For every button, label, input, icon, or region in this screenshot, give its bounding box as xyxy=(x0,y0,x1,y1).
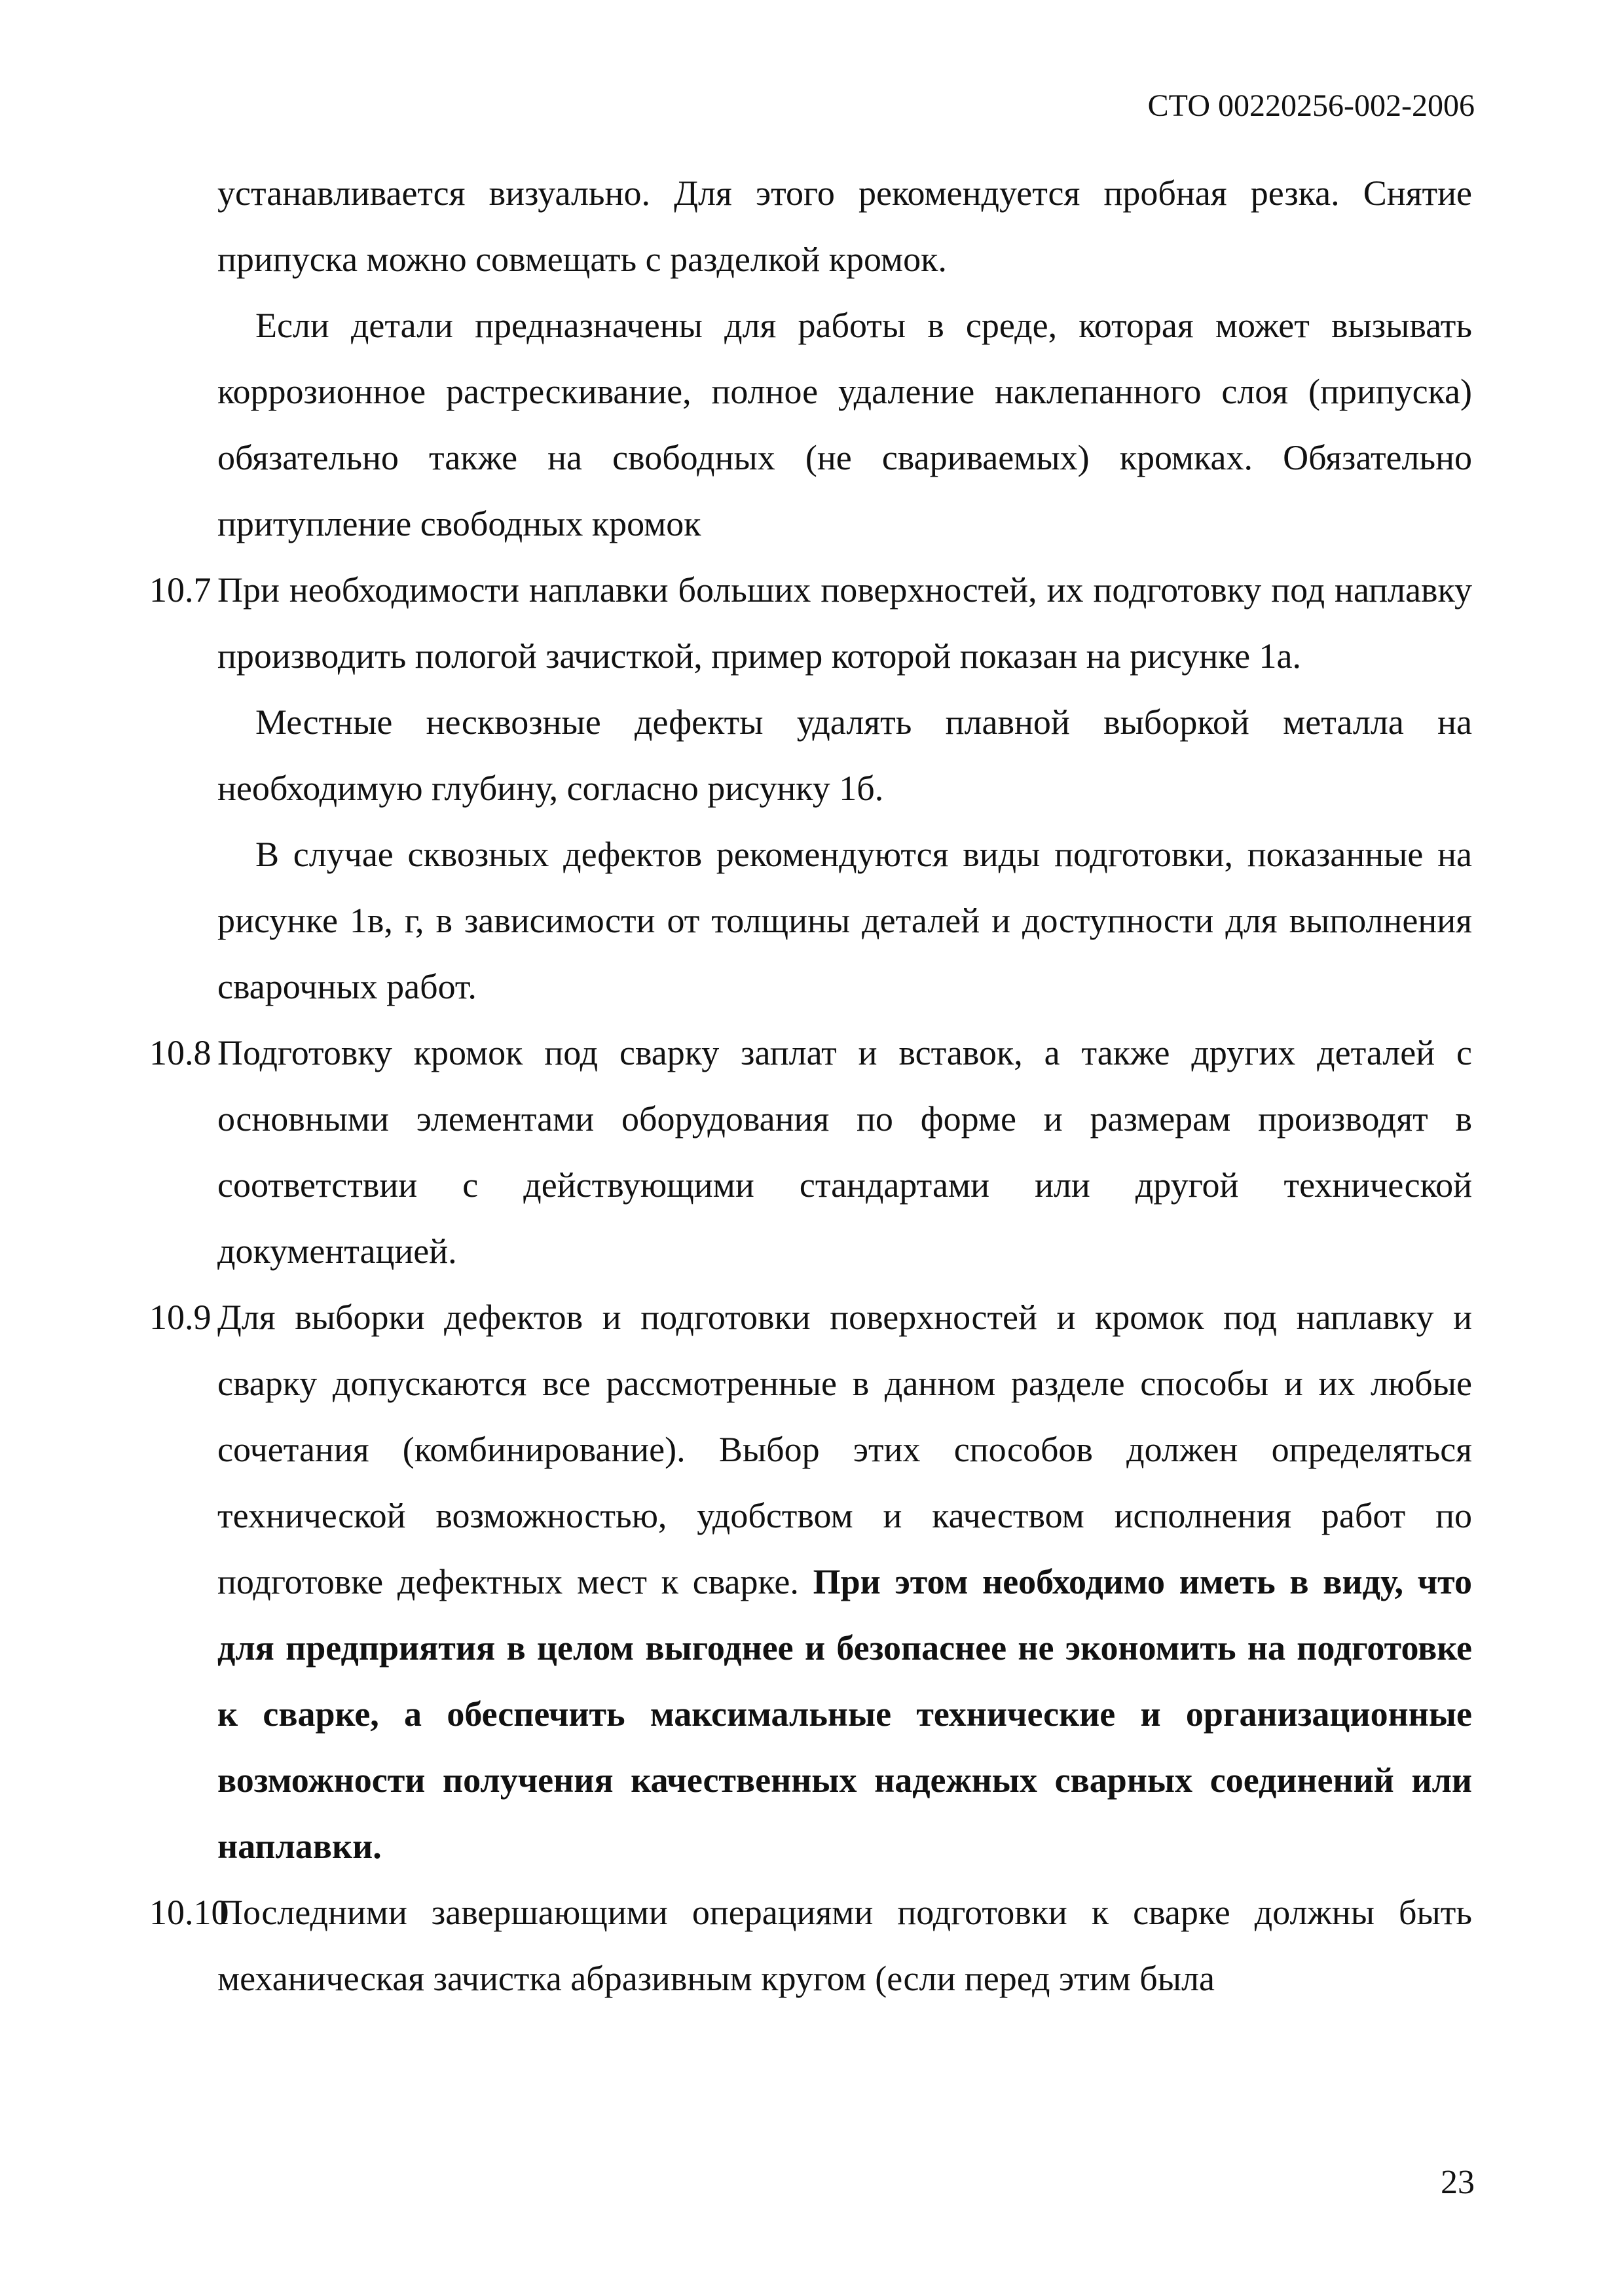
clause-text: Для выборки дефектов и подготовки поверхностей и кромок под наплавку и сварку допускаются все рассмотренные в данном разделе способы и их любые сочетания (комбинирование). Выбор этих способов должен определяться технической возможностью, удобством и качеством исполнения работ по подготовке дефектных мест к сварке. xyxy=(217,1298,1472,1601)
paragraph-local-defects: Местные несквозные дефекты удалять плавной выборкой металла на необходимую глубину, согласно рисунку 1б. xyxy=(217,702,1472,808)
clause-text: Последними завершающими операциями подготовки к сварке должны быть механическая зачистка абразивным кругом (если перед этим была xyxy=(217,1893,1472,1998)
paragraph-corrosion: Если детали предназначены для работы в среде, которая может вызывать коррозионное растрескивание, полное удаление наклепанного слоя (припуска) обязательно также на свободных (не свариваемых) кромках. Обязательно притупление свободных кромок xyxy=(217,306,1472,543)
clause-10-9 xyxy=(149,1285,1472,1880)
clause-number: 10.9 xyxy=(149,1298,212,1337)
clause-10-7 xyxy=(149,557,1472,689)
clause-bold-text: При этом необходимо иметь в виду, что для предприятия в целом выгоднее и безопаснее не экономить на подготовке к сварке, а обеспечить максимальные технические и организационные возможности получения качественных надежных сварных соединений или наплавки. xyxy=(217,1562,1472,1866)
clause-text: При необходимости наплавки больших поверхностей, их подготовку под наплавку производить пологой зачисткой, пример которой показан на рисунке 1а. xyxy=(217,570,1472,676)
clause-number: 10.8 xyxy=(149,1033,212,1072)
clause-number: 10.10 xyxy=(149,1893,229,1932)
clause-text: Подготовку кромок под сварку заплат и вставок, а также других деталей с основными элементами оборудования по форме и размерам производят в соответствии с действующими стандартами или другой технической документацией. xyxy=(217,1033,1472,1271)
clause-10-8 xyxy=(149,1020,1472,1285)
clause-10-10 xyxy=(149,1880,1472,2012)
paragraph-through-defects: В случае сквозных дефектов рекомендуются виды подготовки, показанные на рисунке 1в, г, в зависимости от толщины деталей и доступности для выполнения сварочных работ. xyxy=(217,835,1472,1006)
document-code-header: СТО 00220256-002-2006 xyxy=(1147,88,1475,123)
clause-number: 10.7 xyxy=(149,570,212,610)
paragraph-continuation: устанавливается визуально. Для этого рекомендуется пробная резка. Снятие припуска можно совмещать с разделкой кромок. xyxy=(217,173,1472,279)
page-number: 23 xyxy=(1441,2164,1475,2201)
document-body xyxy=(149,160,1472,2012)
